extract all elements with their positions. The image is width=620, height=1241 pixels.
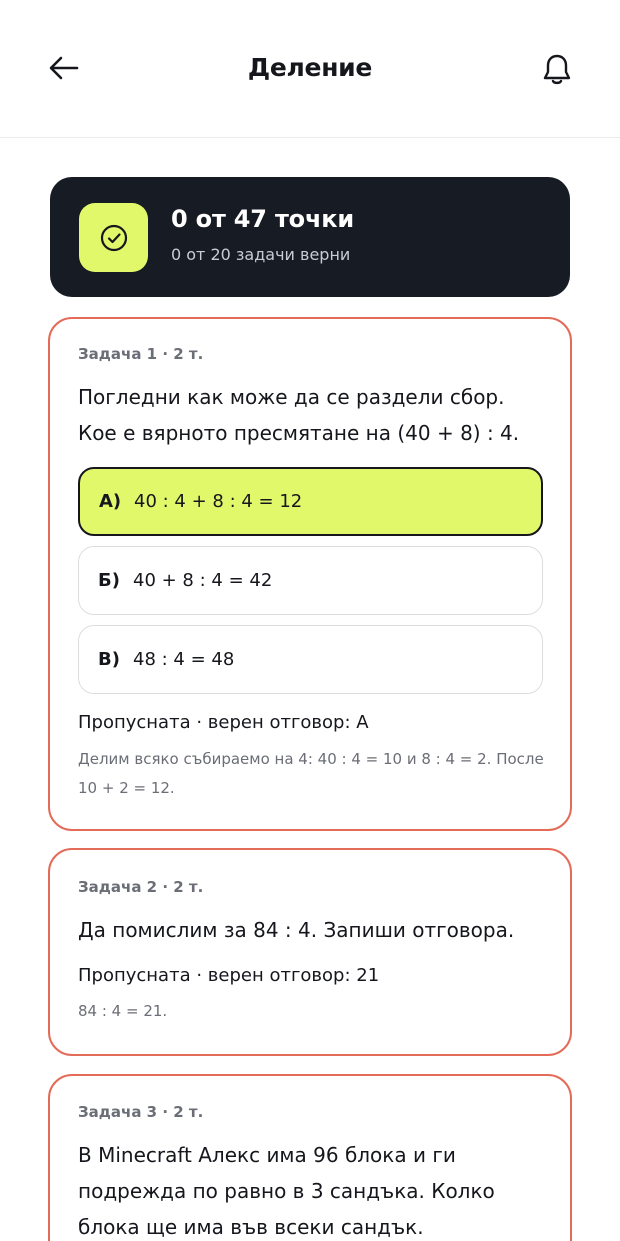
task-meta: Задача 1 · 2 т. bbox=[78, 345, 204, 363]
task-card bbox=[48, 848, 572, 1056]
option-letter: В) bbox=[98, 649, 120, 670]
task-question: Погледни как може да се раздели сбор. Кое е вярното пресмятане на (40 + 8) : 4. bbox=[78, 385, 520, 445]
task-explanation: 84 : 4 = 21. bbox=[78, 1002, 168, 1020]
task-meta: Задача 3 · 2 т. bbox=[78, 1103, 204, 1121]
page-title: Деление bbox=[247, 53, 373, 82]
task-card bbox=[48, 1074, 572, 1241]
option-text: 40 + 8 : 4 = 42 bbox=[133, 570, 273, 591]
score-points: 0 от 47 точки bbox=[171, 205, 354, 233]
task-result: Пропусната · верен отговор: А bbox=[78, 712, 369, 733]
task-meta: Задача 2 · 2 т. bbox=[78, 878, 204, 896]
option-letter: А) bbox=[99, 491, 122, 512]
answer-option-a[interactable] bbox=[78, 467, 543, 536]
option-letter: Б) bbox=[98, 570, 120, 591]
task-result: Пропусната · верен отговор: 21 bbox=[78, 965, 380, 986]
option-text: 48 : 4 = 48 bbox=[133, 649, 235, 670]
score-badge bbox=[79, 203, 148, 272]
task-question: Да помислим за 84 : 4. Запиши отговора. bbox=[78, 918, 515, 942]
task-question: В Minecraft Алекс има 96 блока и ги подрежда по равно в 3 сандъка. Колко блока ще има във всеки сандък. bbox=[78, 1143, 495, 1239]
task-card bbox=[48, 317, 572, 831]
score-summary-card bbox=[50, 177, 570, 297]
notifications-button[interactable] bbox=[537, 49, 577, 89]
option-text: 40 : 4 + 8 : 4 = 12 bbox=[134, 491, 303, 512]
check-circle-icon bbox=[99, 223, 129, 253]
score-correct-count: 0 от 20 задачи верни bbox=[171, 245, 351, 264]
task-explanation: Делим всяко събираемо на 4: 40 : 4 = 10 и 8 : 4 = 2. После 10 + 2 = 12. bbox=[78, 750, 544, 797]
bell-icon bbox=[542, 53, 572, 85]
answer-option-b[interactable] bbox=[78, 546, 543, 615]
top-bar bbox=[0, 0, 620, 138]
answer-option-c[interactable] bbox=[78, 625, 543, 694]
